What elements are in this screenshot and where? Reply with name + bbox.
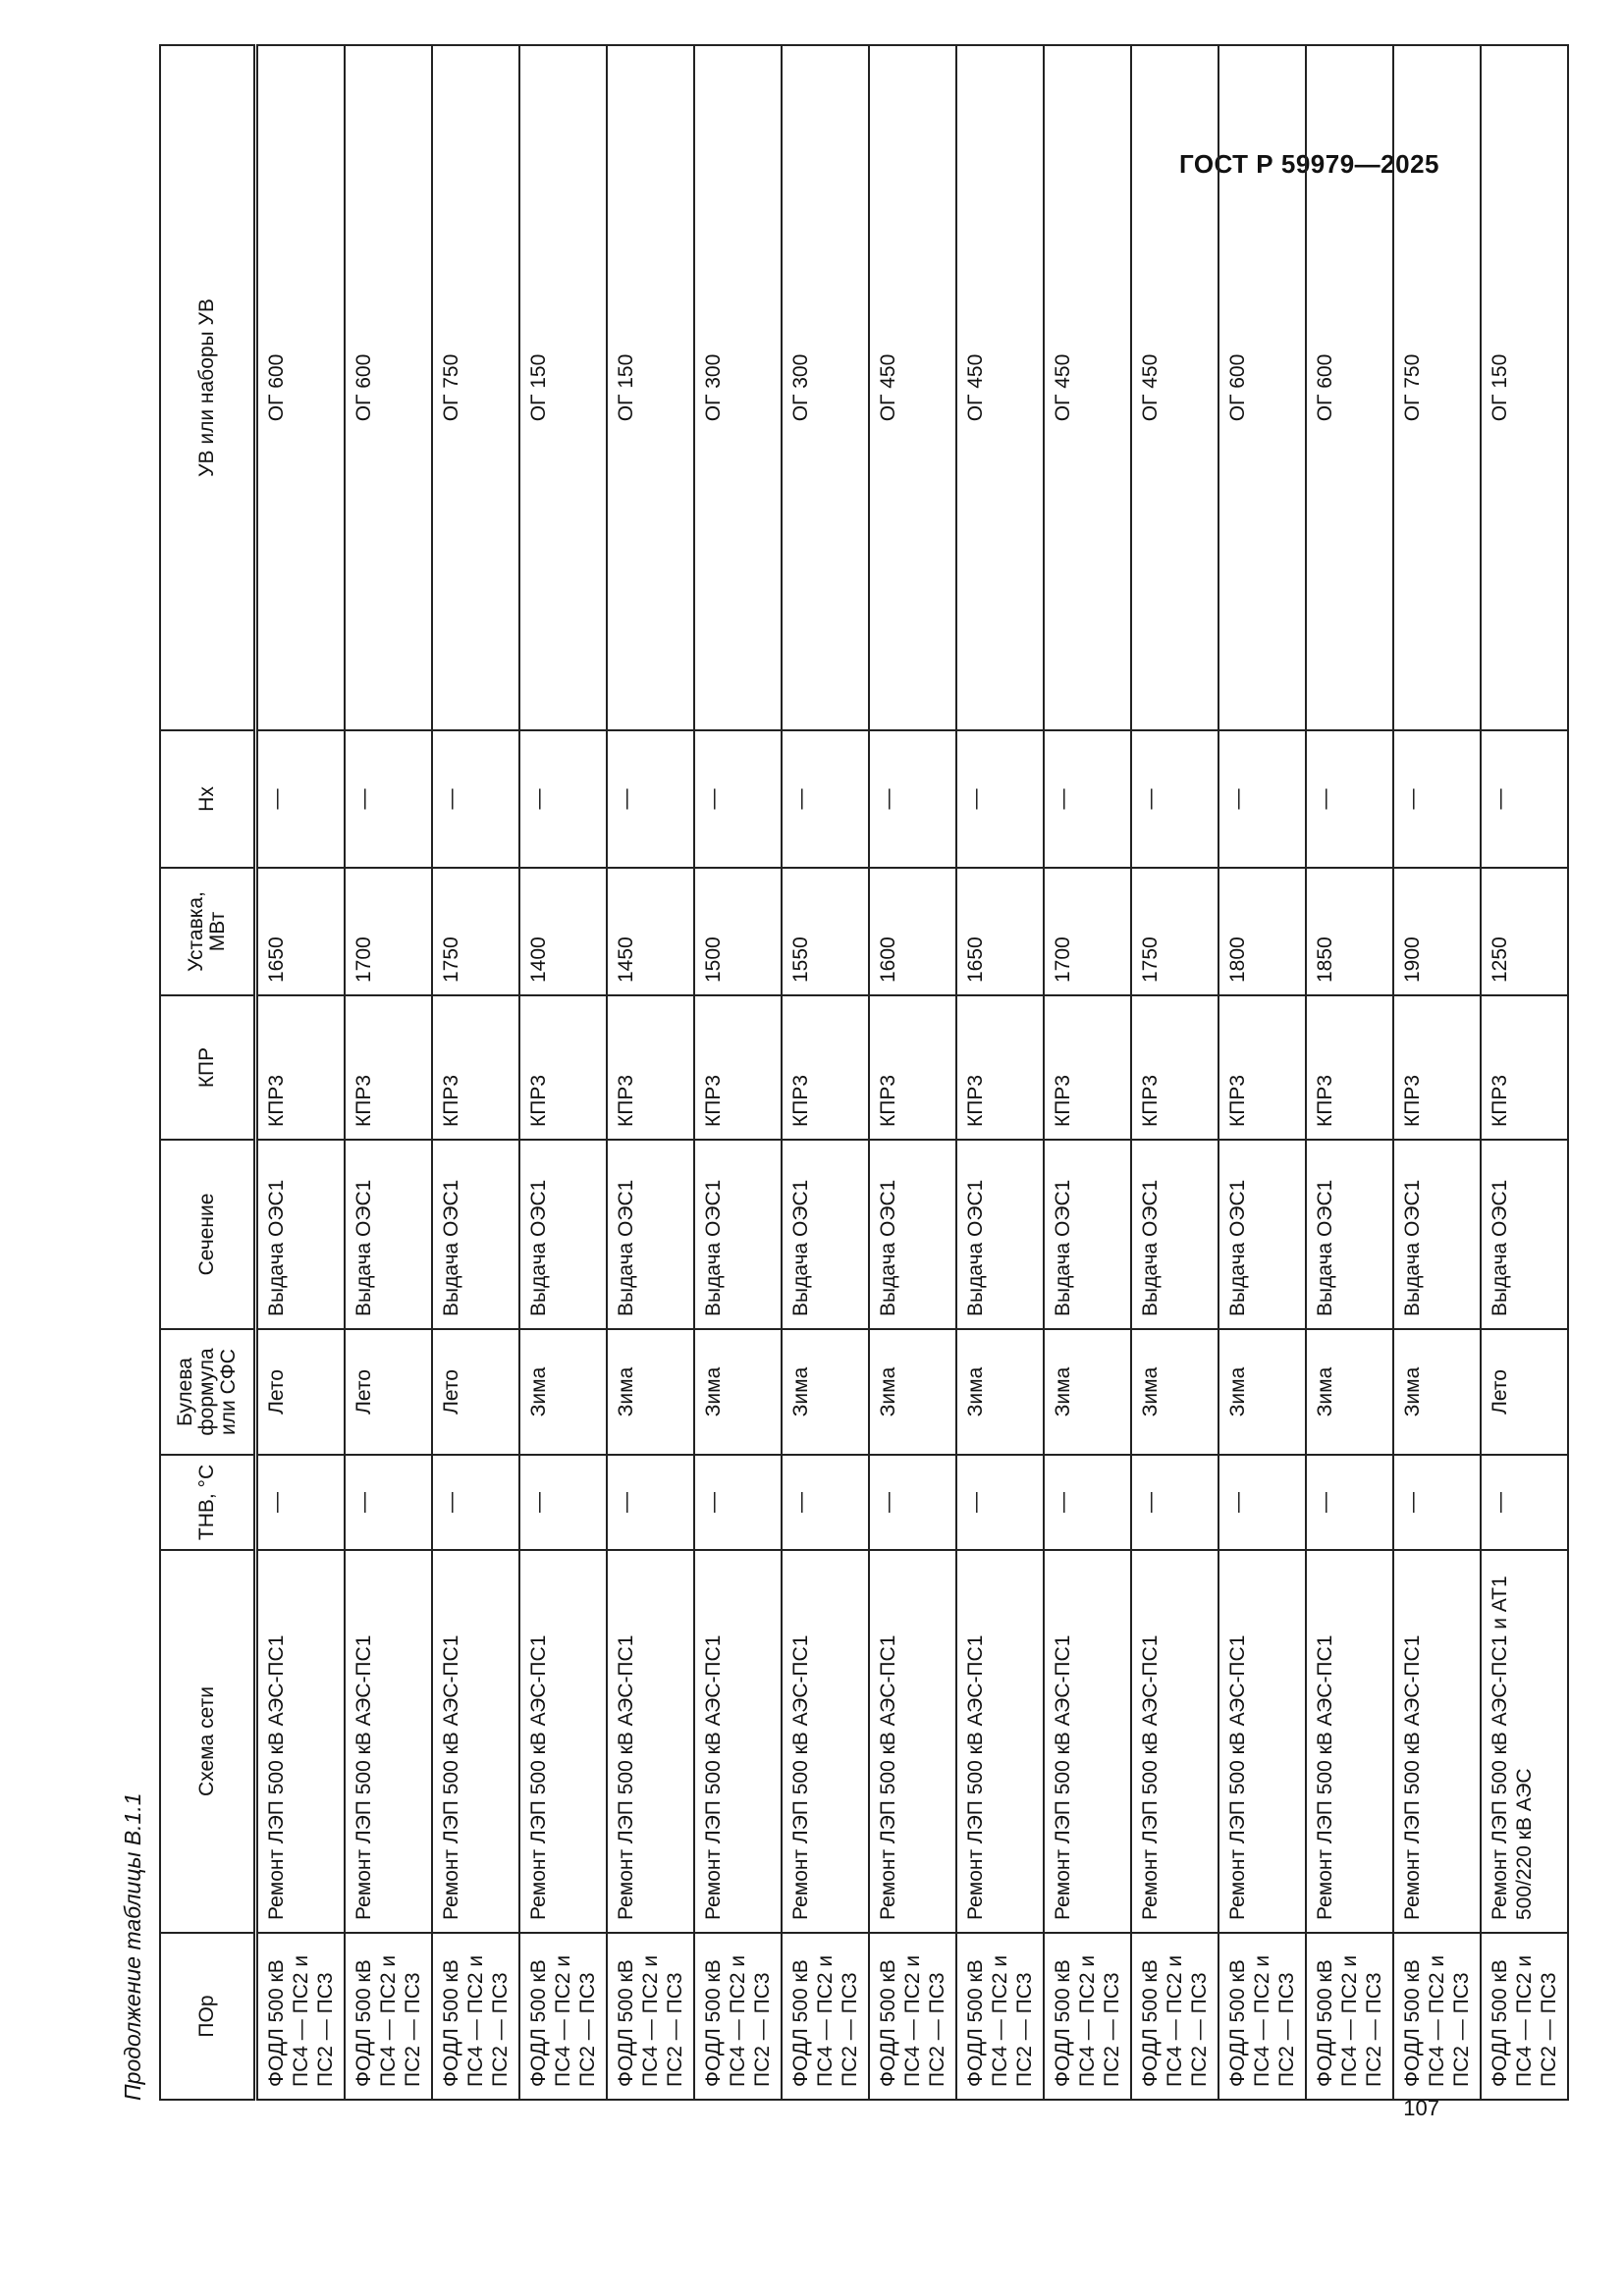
col-nx-cell: —: [1393, 730, 1481, 868]
rotated-table-block: [113, 46, 1560, 2101]
col-kpr-cell: КПР3: [432, 995, 519, 1140]
col-nx-cell: —: [607, 730, 694, 868]
col-nx-cell: —: [256, 730, 346, 868]
col-por-cell: ФОДЛ 500 кВ ПС4 — ПС2 и ПС2 — ПС3: [1131, 1933, 1218, 2100]
col-network-scheme-cell: Ремонт ЛЭП 500 кВ АЭС-ПС1: [1131, 1550, 1218, 1933]
col-control-actions-cell: ОГ 300: [782, 45, 869, 730]
col-kpr-cell: КПР3: [607, 995, 694, 1140]
col-setpoint-cell: 1400: [519, 868, 607, 995]
col-kpr-cell: КПР3: [256, 995, 346, 1140]
col-setpoint-cell: 1700: [345, 868, 432, 995]
col-nx-cell: —: [1131, 730, 1218, 868]
col-control-actions-cell: ОГ 750: [432, 45, 519, 730]
col-section-cell: Выдача ОЭС1: [1393, 1140, 1481, 1329]
col-kpr-cell: КПР3: [519, 995, 607, 1140]
col-tnv-cell: —: [1393, 1455, 1481, 1550]
col-network-scheme-cell: Ремонт ЛЭП 500 кВ АЭС-ПС1: [1218, 1550, 1306, 1933]
col-kpr-cell: КПР3: [869, 995, 956, 1140]
col-section-cell: Выдача ОЭС1: [694, 1140, 782, 1329]
col-network-scheme-cell: Ремонт ЛЭП 500 кВ АЭС-ПС1: [345, 1550, 432, 1933]
col-control-actions-cell: ОГ 150: [607, 45, 694, 730]
col-setpoint-cell: 1850: [1306, 868, 1393, 995]
table-row: [345, 45, 432, 2100]
col-section-cell: Выдача ОЭС1: [256, 1140, 346, 1329]
col-por-cell: ФОДЛ 500 кВ ПС4 — ПС2 и ПС2 — ПС3: [256, 1933, 346, 2100]
col-section-cell: Выдача ОЭС1: [956, 1140, 1044, 1329]
col-section-cell: Выдача ОЭС1: [607, 1140, 694, 1329]
table-row: [256, 45, 346, 2100]
col-control-actions-cell: ОГ 450: [1044, 45, 1131, 730]
col-kpr-cell: КПР3: [1306, 995, 1393, 1140]
col-control-actions-cell: ОГ 600: [1218, 45, 1306, 730]
col-kpr-cell: КПР3: [956, 995, 1044, 1140]
col-boolean-formula-cell: Зима: [607, 1329, 694, 1455]
col-kpr-cell: КПР3: [1481, 995, 1568, 1140]
col-setpoint-cell: 1700: [1044, 868, 1131, 995]
table-header-row: [160, 45, 256, 2100]
col-section-cell: Выдача ОЭС1: [782, 1140, 869, 1329]
continuation-table: [159, 44, 1569, 2101]
col-por-cell: ФОДЛ 500 кВ ПС4 — ПС2 и ПС2 — ПС3: [782, 1933, 869, 2100]
col-tnv-cell: —: [1481, 1455, 1568, 1550]
col-control-actions-cell: ОГ 450: [956, 45, 1044, 730]
col-network-scheme-header: Схема сети: [160, 1550, 256, 1933]
col-section-cell: Выдача ОЭС1: [1306, 1140, 1393, 1329]
col-nx-cell: —: [519, 730, 607, 868]
col-por-cell: ФОДЛ 500 кВ ПС4 — ПС2 и ПС2 — ПС3: [1044, 1933, 1131, 2100]
table-body: [256, 45, 1569, 2100]
table-row: [607, 45, 694, 2100]
col-por-cell: ФОДЛ 500 кВ ПС4 — ПС2 и ПС2 — ПС3: [956, 1933, 1044, 2100]
col-nx-cell: —: [1218, 730, 1306, 868]
col-setpoint-header: Уставка, МВт: [160, 868, 256, 995]
table-row: [1393, 45, 1481, 2100]
col-tnv-cell: —: [1306, 1455, 1393, 1550]
col-por-cell: ФОДЛ 500 кВ ПС4 — ПС2 и ПС2 — ПС3: [345, 1933, 432, 2100]
col-network-scheme-cell: Ремонт ЛЭП 500 кВ АЭС-ПС1: [869, 1550, 956, 1933]
col-tnv-cell: —: [1218, 1455, 1306, 1550]
col-nx-cell: —: [1306, 730, 1393, 868]
col-boolean-formula-cell: Зима: [1393, 1329, 1481, 1455]
col-por-cell: ФОДЛ 500 кВ ПС4 — ПС2 и ПС2 — ПС3: [1393, 1933, 1481, 2100]
col-boolean-formula-cell: Лето: [1481, 1329, 1568, 1455]
col-por-cell: ФОДЛ 500 кВ ПС4 — ПС2 и ПС2 — ПС3: [694, 1933, 782, 2100]
col-boolean-formula-cell: Лето: [432, 1329, 519, 1455]
col-tnv-cell: —: [432, 1455, 519, 1550]
col-kpr-cell: КПР3: [345, 995, 432, 1140]
col-boolean-formula-cell: Зима: [782, 1329, 869, 1455]
col-section-cell: Выдача ОЭС1: [519, 1140, 607, 1329]
table-row: [1306, 45, 1393, 2100]
col-boolean-formula-cell: Зима: [1131, 1329, 1218, 1455]
col-control-actions-cell: ОГ 750: [1393, 45, 1481, 730]
col-nx-cell: —: [956, 730, 1044, 868]
table-row: [869, 45, 956, 2100]
col-network-scheme-cell: Ремонт ЛЭП 500 кВ АЭС-ПС1 и АТ1 500/220 кВ АЭС: [1481, 1550, 1568, 1933]
col-kpr-cell: КПР3: [694, 995, 782, 1140]
table-row: [432, 45, 519, 2100]
col-network-scheme-cell: Ремонт ЛЭП 500 кВ АЭС-ПС1: [607, 1550, 694, 1933]
col-tnv-cell: —: [256, 1455, 346, 1550]
col-section-cell: Выдача ОЭС1: [1044, 1140, 1131, 1329]
col-boolean-formula-cell: Зима: [694, 1329, 782, 1455]
col-network-scheme-cell: Ремонт ЛЭП 500 кВ АЭС-ПС1: [956, 1550, 1044, 1933]
table-row: [782, 45, 869, 2100]
col-control-actions-header: УВ или наборы УВ: [160, 45, 256, 730]
col-kpr-cell: КПР3: [1393, 995, 1481, 1140]
col-kpr-cell: КПР3: [782, 995, 869, 1140]
col-network-scheme-cell: Ремонт ЛЭП 500 кВ АЭС-ПС1: [694, 1550, 782, 1933]
col-setpoint-cell: 1800: [1218, 868, 1306, 995]
col-network-scheme-cell: Ремонт ЛЭП 500 кВ АЭС-ПС1: [432, 1550, 519, 1933]
col-control-actions-cell: ОГ 600: [345, 45, 432, 730]
col-kpr-header: КПР: [160, 995, 256, 1140]
col-control-actions-cell: ОГ 600: [256, 45, 346, 730]
col-control-actions-cell: ОГ 450: [869, 45, 956, 730]
col-boolean-formula-cell: Зима: [1218, 1329, 1306, 1455]
col-section-cell: Выдача ОЭС1: [1131, 1140, 1218, 1329]
standard-designation: ГОСТ Р 59979—2025: [1178, 149, 1439, 179]
col-boolean-formula-cell: Лето: [256, 1329, 346, 1455]
col-network-scheme-cell: Ремонт ЛЭП 500 кВ АЭС-ПС1: [256, 1550, 346, 1933]
col-por-cell: ФОДЛ 500 кВ ПС4 — ПС2 и ПС2 — ПС3: [607, 1933, 694, 2100]
col-por-cell: ФОДЛ 500 кВ ПС4 — ПС2 и ПС2 — ПС3: [1481, 1933, 1568, 2100]
col-control-actions-cell: ОГ 150: [519, 45, 607, 730]
col-setpoint-cell: 1750: [432, 868, 519, 995]
col-tnv-cell: —: [782, 1455, 869, 1550]
table-row: [1481, 45, 1568, 2100]
col-tnv-header: ТНВ, °С: [160, 1455, 256, 1550]
col-setpoint-cell: 1250: [1481, 868, 1568, 995]
col-nx-cell: —: [1044, 730, 1131, 868]
col-tnv-cell: —: [345, 1455, 432, 1550]
col-network-scheme-cell: Ремонт ЛЭП 500 кВ АЭС-ПС1: [1306, 1550, 1393, 1933]
col-tnv-cell: —: [1044, 1455, 1131, 1550]
col-setpoint-cell: 1550: [782, 868, 869, 995]
col-por-cell: ФОДЛ 500 кВ ПС4 — ПС2 и ПС2 — ПС3: [432, 1933, 519, 2100]
col-setpoint-cell: 1750: [1131, 868, 1218, 995]
col-por-header: ПОр: [160, 1933, 256, 2100]
col-tnv-cell: —: [694, 1455, 782, 1550]
col-control-actions-cell: ОГ 150: [1481, 45, 1568, 730]
table-caption: Продолжение таблицы В.1.1: [120, 1792, 145, 2101]
col-setpoint-cell: 1900: [1393, 868, 1481, 995]
table-row: [1218, 45, 1306, 2100]
col-setpoint-cell: 1650: [256, 868, 346, 995]
col-control-actions-cell: ОГ 450: [1131, 45, 1218, 730]
col-setpoint-cell: 1500: [694, 868, 782, 995]
table-row: [694, 45, 782, 2100]
table-row: [519, 45, 607, 2100]
table-row: [1131, 45, 1218, 2100]
col-section-cell: Выдача ОЭС1: [432, 1140, 519, 1329]
col-por-cell: ФОДЛ 500 кВ ПС4 — ПС2 и ПС2 — ПС3: [1218, 1933, 1306, 2100]
col-network-scheme-cell: Ремонт ЛЭП 500 кВ АЭС-ПС1: [1044, 1550, 1131, 1933]
col-nx-cell: —: [1481, 730, 1568, 868]
col-boolean-formula-cell: Зима: [519, 1329, 607, 1455]
col-boolean-formula-cell: Зима: [1044, 1329, 1131, 1455]
col-boolean-formula-cell: Лето: [345, 1329, 432, 1455]
col-section-cell: Выдача ОЭС1: [869, 1140, 956, 1329]
col-setpoint-cell: 1650: [956, 868, 1044, 995]
col-setpoint-cell: 1600: [869, 868, 956, 995]
col-kpr-cell: КПР3: [1044, 995, 1131, 1140]
col-tnv-cell: —: [607, 1455, 694, 1550]
table-row: [1044, 45, 1131, 2100]
col-por-cell: ФОДЛ 500 кВ ПС4 — ПС2 и ПС2 — ПС3: [869, 1933, 956, 2100]
col-nx-cell: —: [782, 730, 869, 868]
col-tnv-cell: —: [519, 1455, 607, 1550]
col-boolean-formula-cell: Зима: [1306, 1329, 1393, 1455]
col-tnv-cell: —: [869, 1455, 956, 1550]
col-nx-cell: —: [869, 730, 956, 868]
col-control-actions-cell: ОГ 600: [1306, 45, 1393, 730]
col-setpoint-cell: 1450: [607, 868, 694, 995]
col-section-cell: Выдача ОЭС1: [1481, 1140, 1568, 1329]
col-nx-cell: —: [345, 730, 432, 868]
col-boolean-formula-cell: Зима: [956, 1329, 1044, 1455]
col-section-cell: Выдача ОЭС1: [1218, 1140, 1306, 1329]
col-network-scheme-cell: Ремонт ЛЭП 500 кВ АЭС-ПС1: [519, 1550, 607, 1933]
col-tnv-cell: —: [1131, 1455, 1218, 1550]
col-nx-cell: —: [694, 730, 782, 868]
col-section-cell: Выдача ОЭС1: [345, 1140, 432, 1329]
col-network-scheme-cell: Ремонт ЛЭП 500 кВ АЭС-ПС1: [782, 1550, 869, 1933]
col-tnv-cell: —: [956, 1455, 1044, 1550]
page-number: 107: [1403, 2096, 1439, 2120]
col-nx-header: Нх: [160, 730, 256, 868]
col-kpr-cell: КПР3: [1131, 995, 1218, 1140]
col-nx-cell: —: [432, 730, 519, 868]
col-por-cell: ФОДЛ 500 кВ ПС4 — ПС2 и ПС2 — ПС3: [519, 1933, 607, 2100]
col-boolean-formula-cell: Зима: [869, 1329, 956, 1455]
col-section-header: Сечение: [160, 1140, 256, 1329]
col-por-cell: ФОДЛ 500 кВ ПС4 — ПС2 и ПС2 — ПС3: [1306, 1933, 1393, 2100]
col-network-scheme-cell: Ремонт ЛЭП 500 кВ АЭС-ПС1: [1393, 1550, 1481, 1933]
col-control-actions-cell: ОГ 300: [694, 45, 782, 730]
col-kpr-cell: КПР3: [1218, 995, 1306, 1140]
col-boolean-formula-header: Булева формула или СФС: [160, 1329, 256, 1455]
table-row: [956, 45, 1044, 2100]
